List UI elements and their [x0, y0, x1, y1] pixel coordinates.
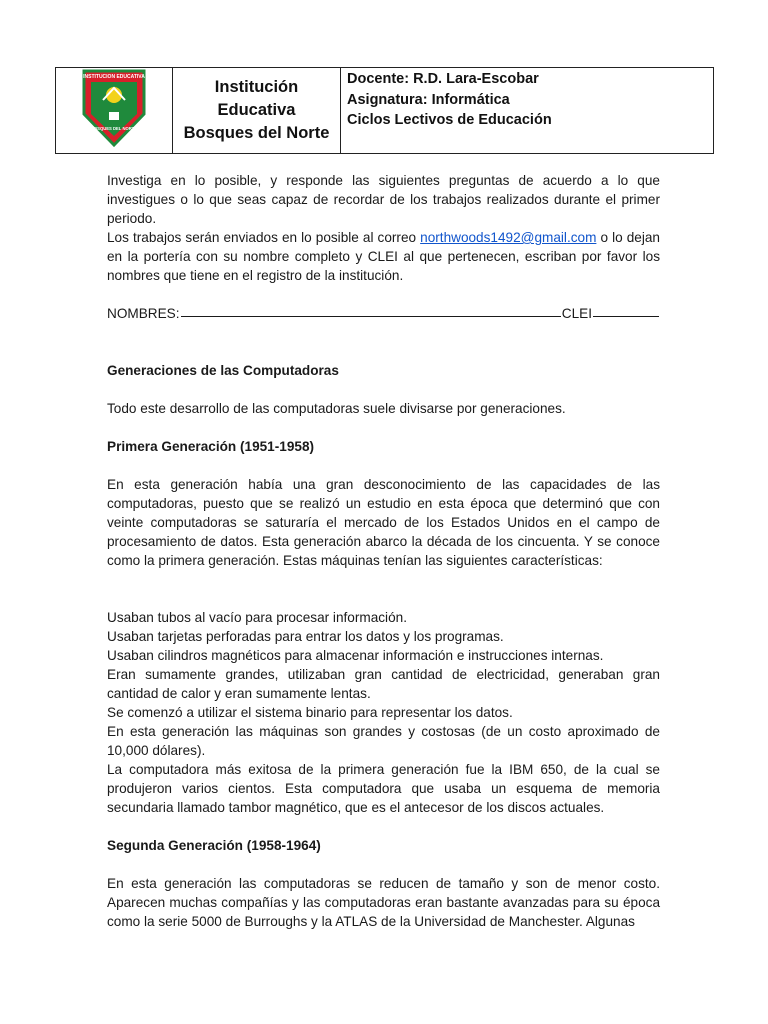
school-shield-logo [81, 68, 147, 148]
institution-line-1: Institución [214, 78, 299, 96]
intro-p2-after: o lo dejan en la portería con su nombre completo y CLEI al que pertenecen, escriban por favor los nombres que tiene en el registro de la institución. [107, 230, 660, 283]
names-blank[interactable] [181, 304, 561, 317]
second-gen-paragraph: En esta generación las computadoras se reducen de tamaño y son de menor costo. Aparecen muchas compañías y las computadoras eran bastante avanzadas para su época como la serie 5000 de Burroughs y la ATLAS de la Universidad de Manchester. Algunas [107, 876, 660, 929]
first-gen-title: Primera Generación (1951-1958) [107, 439, 315, 454]
section-title: Generaciones de las Computadoras [107, 363, 339, 378]
logo-bottom-text: BOSQUES DEL NORTE [90, 126, 138, 131]
email-link[interactable]: northwoods1492@gmail.com [420, 230, 597, 245]
asignatura-label: Asignatura: Informática [347, 91, 510, 108]
document-body [107, 171, 660, 931]
clei-blank[interactable] [593, 304, 659, 317]
docente-label: Docente: R.D. Lara-Escobar [347, 71, 539, 87]
institution-line-2: Educativa [217, 101, 296, 119]
intro-paragraph-2 [107, 228, 660, 285]
institution-line-3: Bosques del Norte [183, 124, 330, 142]
first-gen-item: En esta generación las máquinas son grandes y costosas (de un costo aproximado de 10,000 dólares). [107, 724, 660, 758]
clei-label: CLEI [561, 306, 592, 321]
course-info-cell [341, 68, 714, 154]
logo-cell [56, 68, 173, 154]
intro-paragraph-1: Investiga en lo posible, y responde las siguientes preguntas de acuerdo a lo que investigues o lo que seas capaz de recordar de los trabajos realizados durante el primer periodo. [107, 173, 660, 226]
intro-p2-before: Los trabajos serán enviados en lo posible al correo [107, 230, 421, 245]
first-gen-item: Usaban tarjetas perforadas para entrar los datos y los programas. [107, 629, 504, 644]
logo-top-text: INSTITUCION EDUCATIVA [83, 74, 145, 80]
names-form-line [107, 304, 660, 323]
first-gen-item: Eran sumamente grandes, utilizaban gran cantidad de electricidad, generaban gran cantidad de calor y eran sumamente lentas. [107, 667, 660, 701]
second-gen-title: Segunda Generación (1958-1964) [107, 838, 321, 853]
ciclos-label: Ciclos Lectivos de Educación [347, 112, 552, 128]
names-label: NOMBRES: [107, 306, 180, 321]
first-gen-item: Usaban cilindros magnéticos para almacenar información e instrucciones internas. [107, 648, 604, 663]
header-table [55, 67, 714, 154]
section-intro: Todo este desarrollo de las computadoras suele divisarse por generaciones. [107, 401, 566, 416]
institution-name-cell [173, 68, 341, 154]
first-gen-item: Usaban tubos al vacío para procesar información. [107, 610, 407, 625]
first-gen-paragraph: En esta generación había una gran desconocimiento de las capacidades de las computadoras, puesto que se realizó un estudio en esta época que determinó que con veinte computadoras se saturaría el mercado de los Estados Unidos en el campo de procesamiento de datos. Esta generación abarco la década de los cincuenta. Y se conoce como la primera generación. Estas máquinas tenían las siguientes características: [107, 477, 660, 568]
first-gen-item: Se comenzó a utilizar el sistema binario para representar los datos. [107, 705, 513, 720]
first-gen-item: La computadora más exitosa de la primera generación fue la IBM 650, de la cual se produjeron varios cientos. Esta computadora que usaba un esquema de memoria secundaria llamado tambor magnético, que es el antecesor de los discos actuales. [107, 762, 660, 815]
